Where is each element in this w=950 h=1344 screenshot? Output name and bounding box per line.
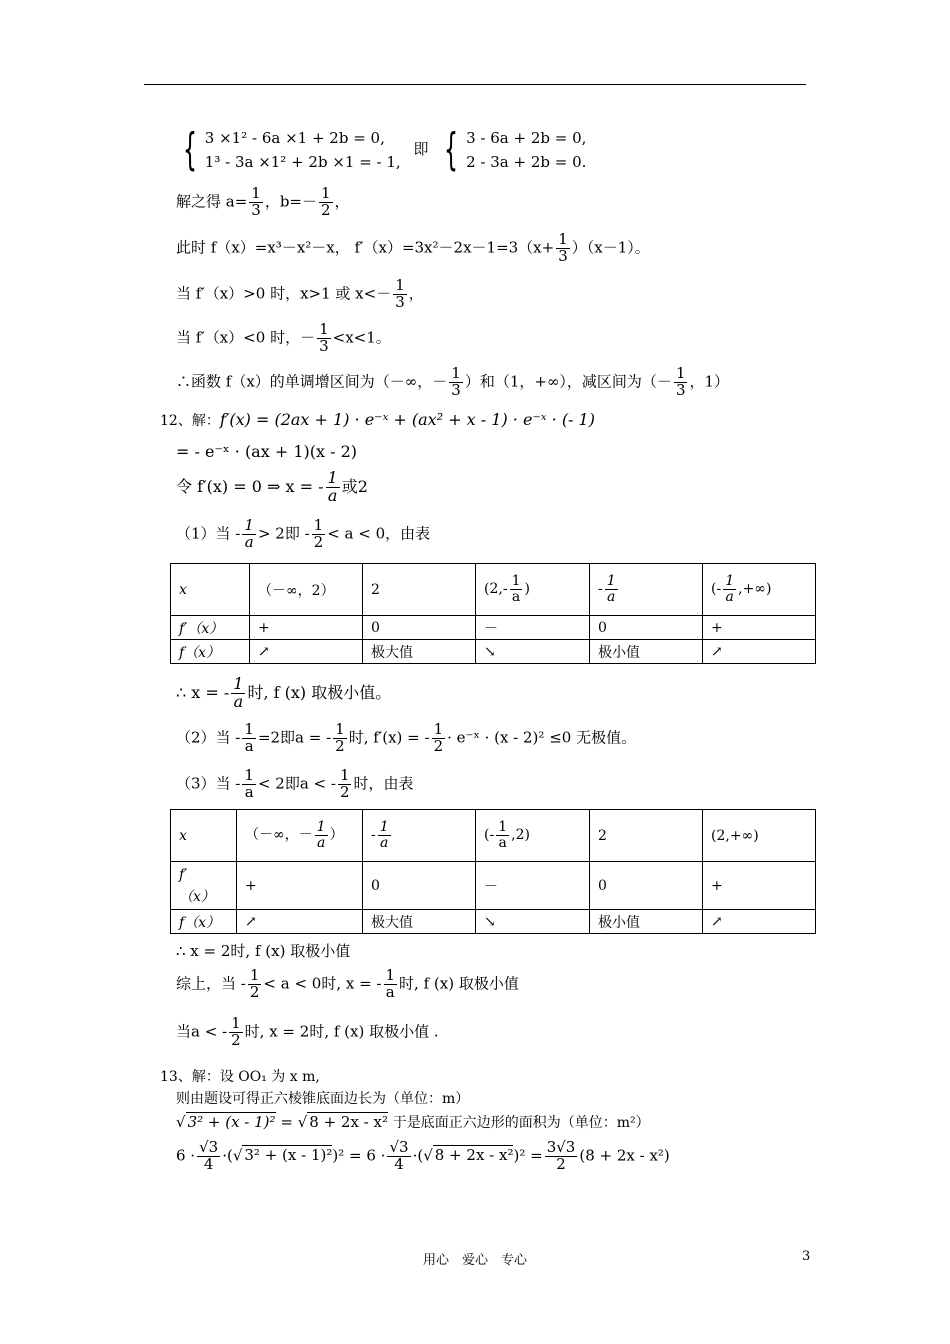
result1-line: ∴ x = - $\frac{1}{a}$ 时, f (x) 取极小值。 [176,674,392,711]
solve-line: 解之得 a= $\frac{1}{3}$ ，b=－ $\frac{1}{2}$ ， [176,184,350,219]
p13-line4: 6 · $\frac{√3}{4}$ ·(√ 3² + (x - 1)²)² = 6 · $\frac{√3}{4}$ ·(√ 8 + 2x - x²)² = $\frac{3√3}{2}$ (8 + 2x - x²) [176,1138,670,1173]
equation-system: { 3 ×1² - 6a ×1 + 2b = 0, 1³ - 3a ×1² + 2b ×1 = - 1, 即 { 3 - 6a + 2b = 0, 2 - 3a + 2b = 0. [183,124,587,175]
p12-line1: 12、解：f′(x) = (2ax + 1) · e⁻ˣ + (ax² + x - 1) · e⁻ˣ · (- 1) [160,410,595,429]
system-row-2: 1³ - 3a ×1² + 2b ×1 = - 1, [204,153,401,171]
table-row: x （－∞，－ $\frac{1}{a}$ ） - $\frac{1}{a}$ (- $\frac{1}{a}$ ,2) 2 (2,+∞) [171,810,816,862]
p12-line3: 令 f′(x) = 0 ⇒ x = - $\frac{1}{a}$ 或2 [176,468,368,505]
header-rule [144,84,806,85]
case2-line: （2）当 - $\frac{1}{a}$ =2即a = - $\frac{1}{2}$ 时, f′(x) = - $\frac{1}{2}$ · e⁻ˣ · (x - 2)² ≤0 无极值。 [176,720,637,755]
table-row: f′ （x） + 0 － 0 + [171,862,816,910]
table-row: x （－∞，2） 2 (2,- $\frac{1}{a}$ ) - $\frac{1}{a}$ (- $\frac{1}{a}$ ,+∞) [171,564,816,616]
p13-line3: √ 3² + (x - 1)² = √ 8 + 2x - x² 于是底面正六边形的面积为（单位：m²） [176,1113,650,1131]
system-row-4: 2 - 3a + 2b = 0. [466,153,587,171]
p12-line2: = - e⁻ˣ · (ax + 1)(x - 2) [176,442,358,461]
ji-label: 即 [413,140,429,158]
case1-line: （1）当 - $\frac{1}{a}$ > 2即 - $\frac{1}{2}$ < a < 0，由表 [176,516,431,551]
p13-line2: 则由题设可得正六棱锥底面边长为（单位：m） [176,1091,470,1107]
table-2 [170,809,816,934]
case3-line: （3）当 - $\frac{1}{a}$ < 2即a < - $\frac{1}{2}$ 时，由表 [176,766,414,801]
table-row: f′（x） + 0 － 0 + [171,616,816,640]
conclusion-line: ∴函数 f（x）的单调增区间为（－∞，－ $\frac{1}{3}$ ）和（1，+∞），减区间为（－ $\frac{1}{3}$ ，1） [176,364,730,399]
table-1 [170,563,816,664]
negative-line: 当 f′（x）<0 时，－ $\frac{1}{3}$ <x<1。 [176,320,391,355]
result2-line: ∴ x = 2时, f (x) 取极小值 [176,942,351,960]
positive-line: 当 f′（x）>0 时，x>1 或 x<－ $\frac{1}{3}$ ， [176,276,424,311]
summary-line-2: 当a < - $\frac{1}{2}$ 时, x = 2时, f (x) 取极小值 . [176,1014,439,1049]
p13-label: 13、解：设 OO₁ 为 x m, [160,1069,320,1085]
derivative-line: 此时 f（x）=x³－x²－x， f′（x）=3x²－2x－1=3（x+ $\frac{1}{3}$ ）（x－1）。 [176,230,650,265]
footer-text: 用心 爱心 专心 [422,1253,527,1268]
table-row: f（x） ↗ 极大值 ↘ 极小值 ↗ [171,910,816,934]
table-row: f（x） ↗ 极大值 ↘ 极小值 ↗ [171,640,816,664]
system-row-1: 3 ×1² - 6a ×1 + 2b = 0, [204,129,385,147]
system-row-3: 3 - 6a + 2b = 0, [466,129,587,147]
summary-line-1: 综上，当 - $\frac{1}{2}$ < a < 0时, x = - $\frac{1}{a}$ 时, f (x) 取极小值 [176,966,519,1001]
page-number: 3 [802,1249,811,1264]
